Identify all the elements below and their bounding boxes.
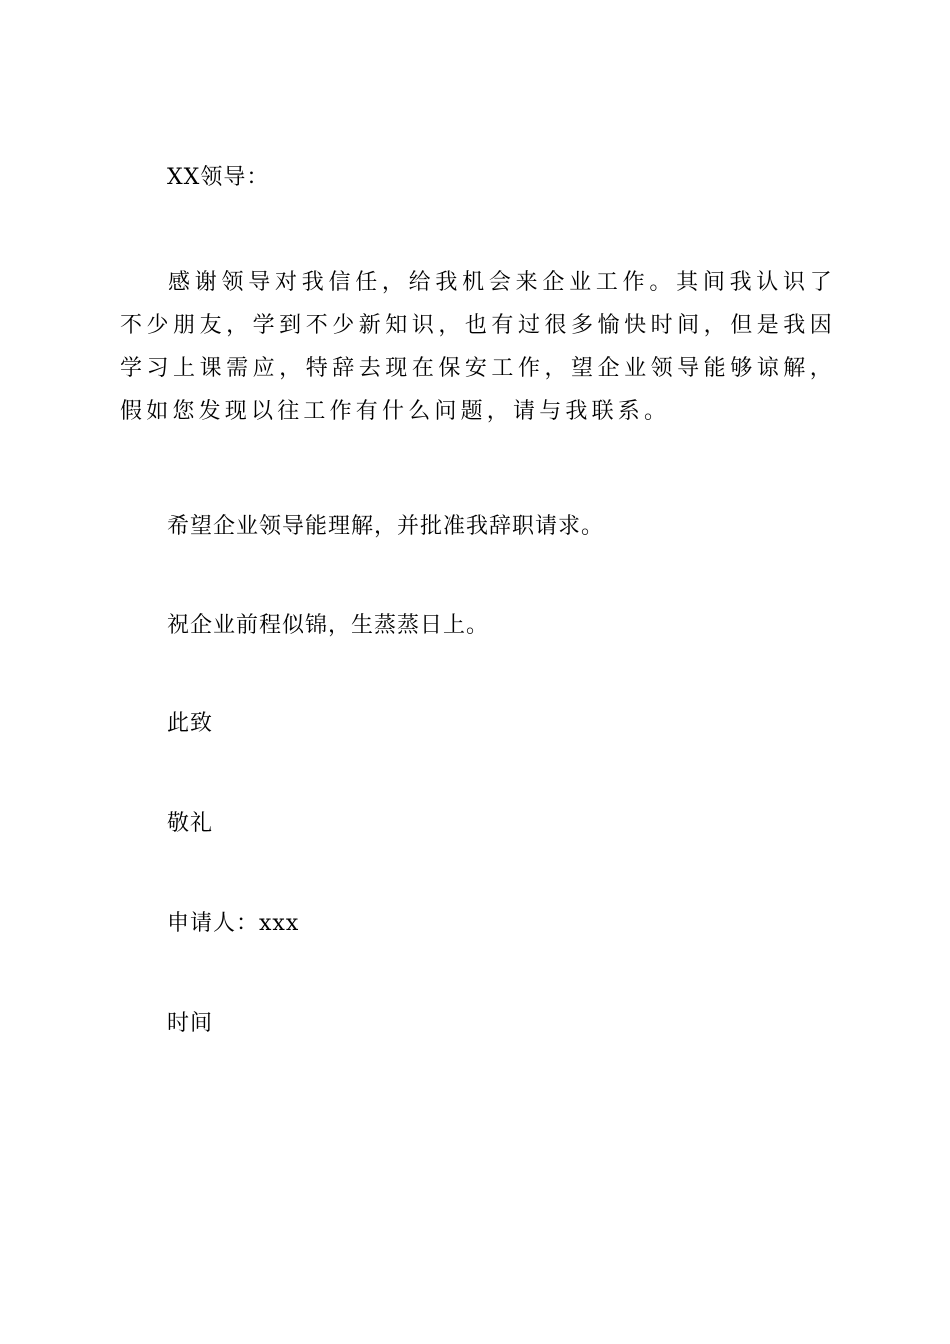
salutation: XX领导： <box>167 165 270 190</box>
closing-jingli: 敬礼 <box>167 811 214 836</box>
date-line: 时间 <box>167 1011 214 1036</box>
closing-cizhi: 此致 <box>167 711 214 736</box>
wish-paragraph: 祝企业前程似锦，生蒸蒸日上。 <box>167 613 490 638</box>
applicant-signature: 申请人：xxx <box>167 911 300 936</box>
request-paragraph: 希望企业领导能理解，并批准我辞职请求。 <box>167 514 605 539</box>
body-paragraph: 感谢领导对我信任，给我机会来企业工作。其间我认识了不少朋友，学到不少新知识，也有过很多愉快时间，但是我因学习上课需应，特辞去现在保安工作，望企业领导能够谅解，假如您发现以往工作有什么问题，请与我联系。 <box>120 270 836 424</box>
